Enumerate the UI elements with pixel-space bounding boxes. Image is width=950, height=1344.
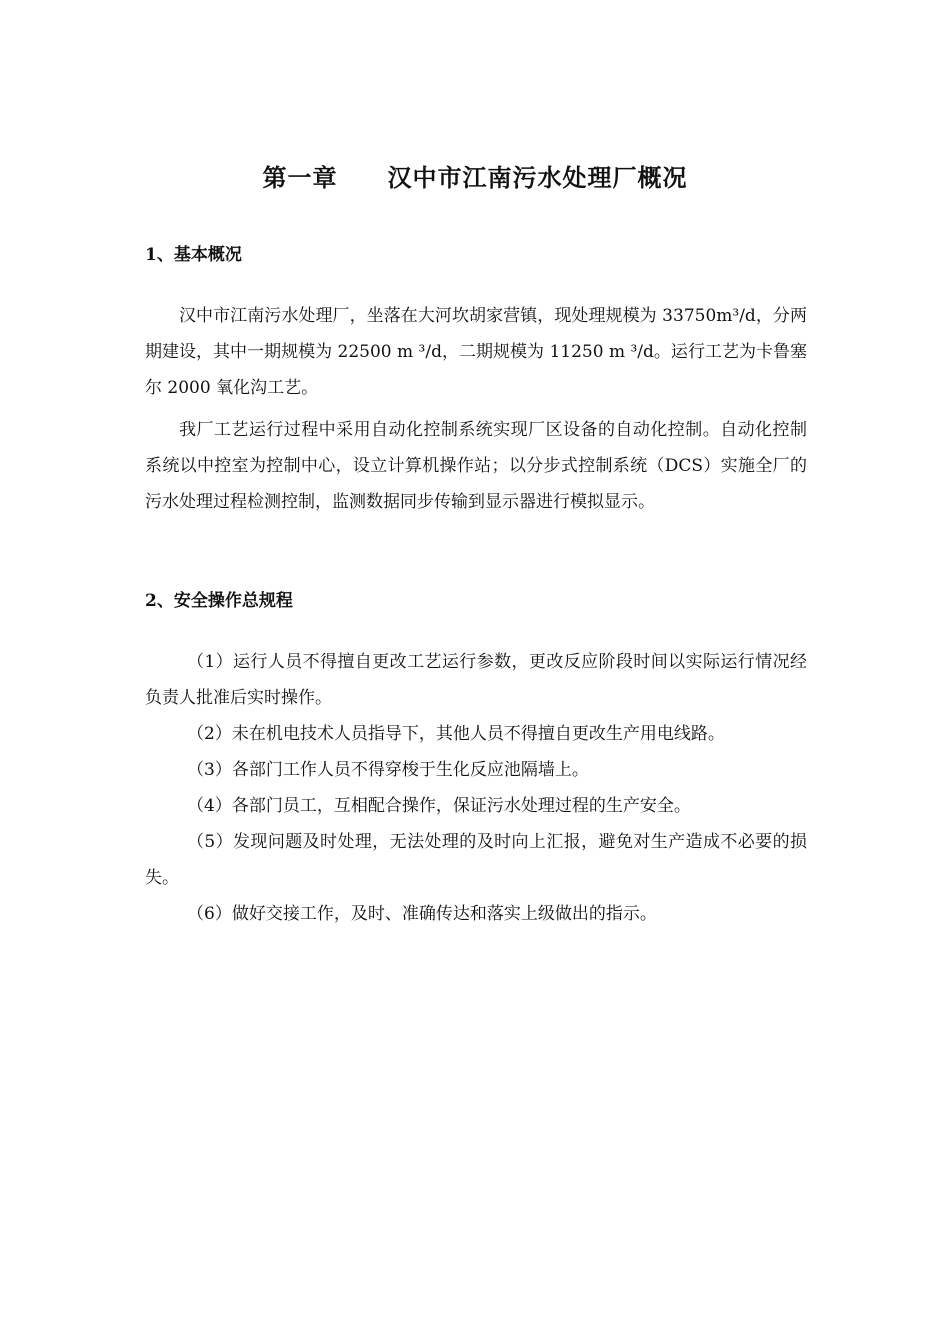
overview-paragraph: 汉中市江南污水处理厂，坐落在大河坎胡家营镇，现处理规模为 33750m³/d，分两期建设，其中一期规模为 22500 m ³/d，二期规模为 11250 m ³/d。运行工艺为卡鲁塞尔 2000 氧化沟工艺。 [145, 306, 807, 398]
rule-list-item: （2）未在机电技术人员指导下，其他人员不得擅自更改生产用电线路。 [187, 724, 725, 744]
section-heading-basic-overview: 1、基本概况 [145, 245, 242, 265]
section-heading-safety-rules: 2、安全操作总规程 [145, 591, 293, 611]
rule-list-item: （4）各部门员工，互相配合操作，保证污水处理过程的生产安全。 [187, 796, 691, 816]
overview-paragraph: 我厂工艺运行过程中采用自动化控制系统实现厂区设备的自动化控制。自动化控制系统以中控室为控制中心，设立计算机操作站；以分步式控制系统（DCS）实施全厂的污水处理过程检测控制，监测数据同步传输到显示器进行模拟显示。 [145, 420, 807, 512]
chapter-title: 第一章 汉中市江南污水处理厂概况 [262, 163, 688, 192]
rule-list-item: （5）发现问题及时处理，无法处理的及时向上汇报，避免对生产造成不必要的损失。 [145, 832, 807, 888]
rule-list-item: （1）运行人员不得擅自更改工艺运行参数，更改反应阶段时间以实际运行情况经负责人批准后实时操作。 [145, 652, 807, 708]
rule-list-item: （3）各部门工作人员不得穿梭于生化反应池隔墙上。 [187, 760, 589, 780]
rule-list-item: （6）做好交接工作，及时、准确传达和落实上级做出的指示。 [187, 904, 657, 924]
